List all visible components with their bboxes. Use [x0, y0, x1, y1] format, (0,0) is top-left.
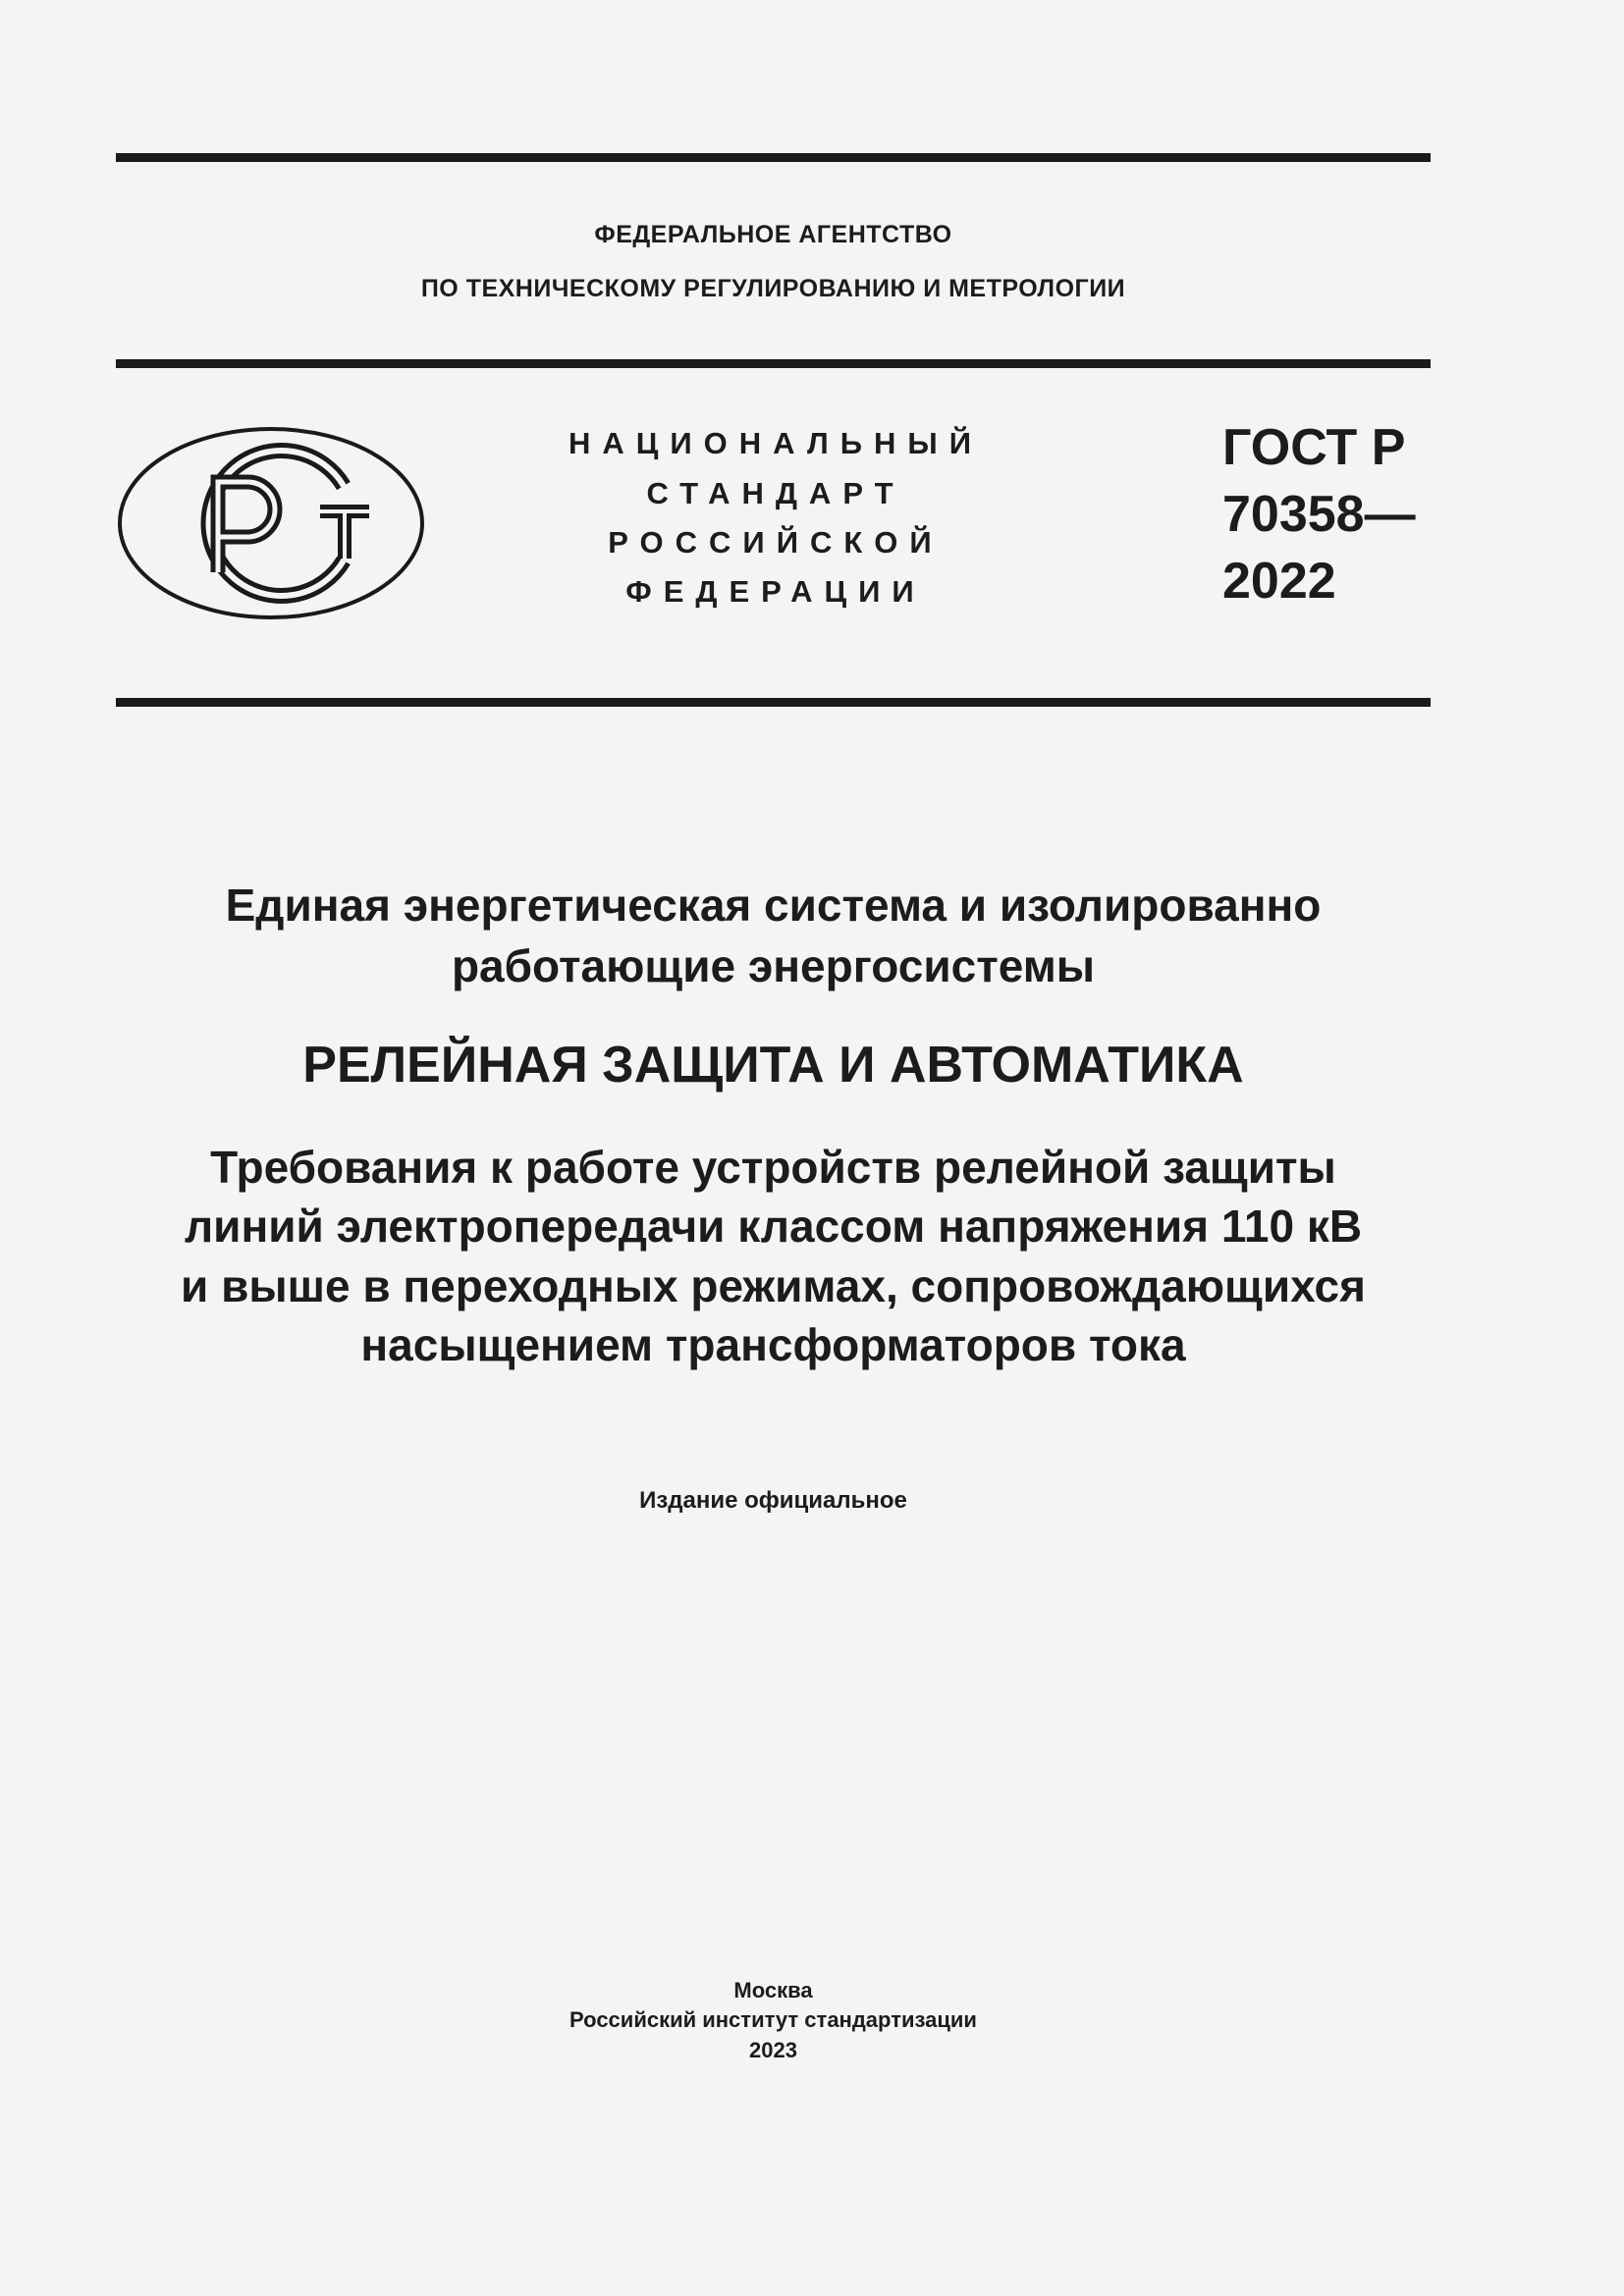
- subtitle-line-1: Требования к работе устройств релейной защиты: [210, 1142, 1336, 1193]
- imprint-year: 2023: [749, 2038, 797, 2062]
- imprint-city: Москва: [733, 1978, 813, 2002]
- gost-r-certification-logo: [116, 425, 426, 621]
- agency-name-line-1: ФЕДЕРАЛЬНОЕ АГЕНТСТВО: [594, 221, 952, 248]
- subtitle-line-4: насыщением трансформаторов тока: [360, 1319, 1186, 1370]
- standard-designation-line-2: 70358—: [1222, 486, 1416, 543]
- header-rule: [116, 359, 1431, 368]
- national-standard-line-3: РОССИЙСКОЙ: [608, 525, 944, 560]
- system-title-line-1: Единая энергетическая система и изолированно: [225, 880, 1322, 931]
- agency-name-line-2: ПО ТЕХНИЧЕСКОМУ РЕГУЛИРОВАНИЮ И МЕТРОЛОГИИ: [420, 275, 1126, 302]
- national-standard-line-1: НАЦИОНАЛЬНЫЙ: [568, 426, 984, 460]
- standard-designation-line-1: ГОСТ Р: [1222, 419, 1406, 476]
- main-title: РЕЛЕЙНАЯ ЗАЩИТА И АВТОМАТИКА: [302, 1037, 1244, 1094]
- system-title-line-2: работающие энергосистемы: [451, 940, 1096, 991]
- edition-note: Издание официальное: [639, 1487, 907, 1514]
- standard-designation-line-3: 2022: [1222, 553, 1336, 610]
- top-rule: [116, 153, 1431, 162]
- national-standard-line-4: ФЕДЕРАЦИИ: [625, 574, 926, 609]
- imprint-publisher: Российский институт стандартизации: [569, 2007, 977, 2032]
- subtitle-line-3: и выше в переходных режимах, сопровождающихся: [181, 1260, 1366, 1311]
- header-bottom-rule: [116, 698, 1431, 707]
- national-standard-line-2: СТАНДАРТ: [646, 476, 905, 510]
- subtitle-line-2: линий электропередачи классом напряжения 110 кВ: [184, 1201, 1363, 1252]
